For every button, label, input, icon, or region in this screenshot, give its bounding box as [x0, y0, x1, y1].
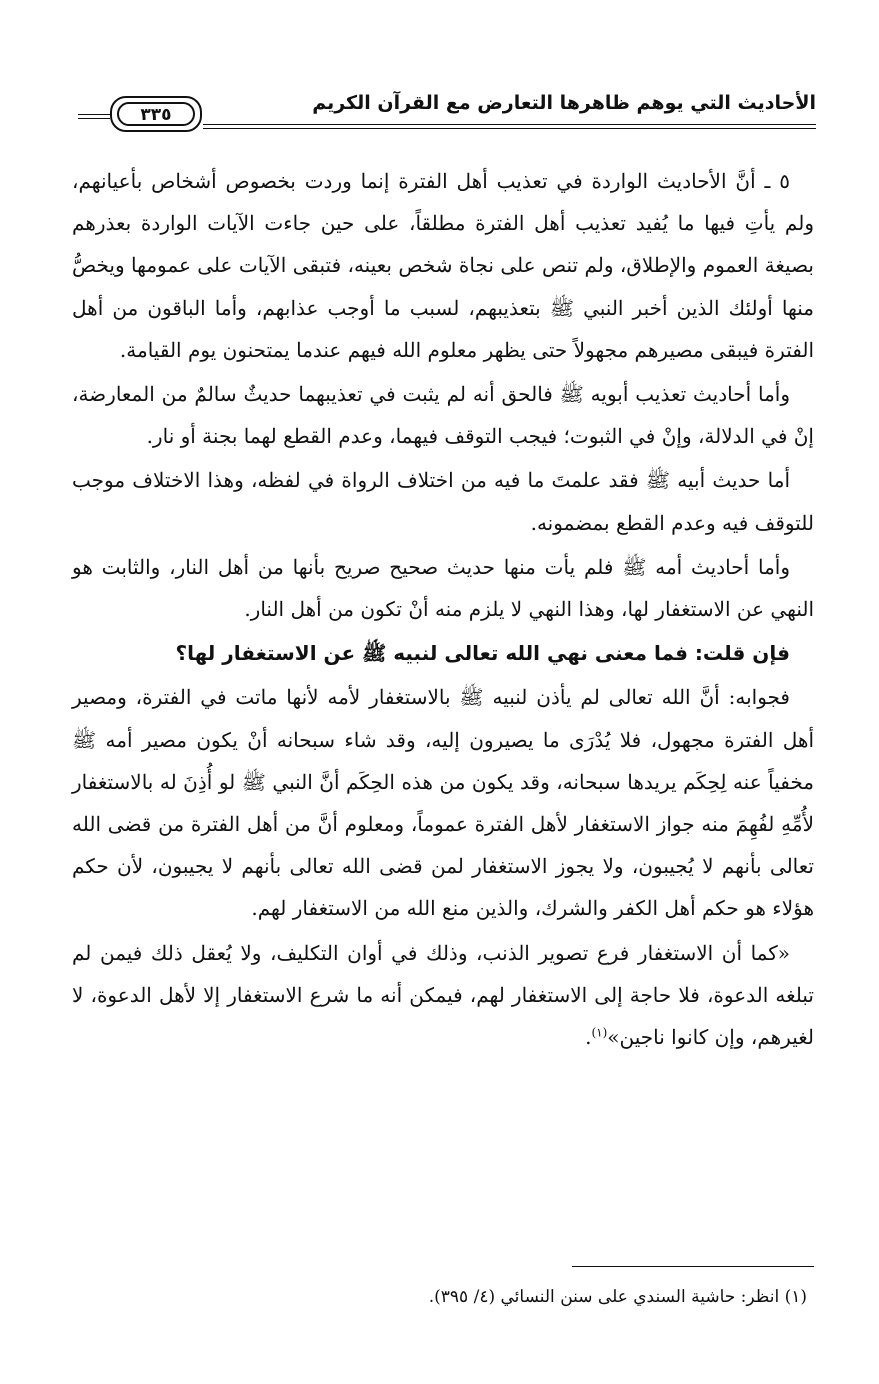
page-number: ٣٣٥ — [117, 102, 195, 126]
body-text — [72, 160, 814, 1060]
paragraph-father-hadith: أما حديث أبيه ﷺ فقد علمتَ ما فيه من اختلاف الرواة في لفظه، وهذا الاختلاف موجب للتوقف فيه وعدم القطع بمضمونه. — [72, 468, 814, 535]
paragraph-point-5: ٥ ـ أنَّ الأحاديث الواردة في تعذيب أهل الفترة إنما وردت بخصوص أشخاص بأعيانهم، ولم يأتِ فيها ما يُفيد تعذيب أهل الفترة مطلقاً، على حين جاءت الآيات الواردة بعذرهم بصيغة العموم والإطلاق، ولم تنص على نجاة شخص بعينه، فتبقى الآيات على عمومها ويخصُّ منها أولئك الذين أخبر النبي ﷺ بتعذيبهم، لسبب ما أوجب عذابهم، وأما الباقون من أهل الفترة فيبقى مصيرهم مجهولاً حتى يظهر معلوم الله فيهم عندما يمتحنون يوم القيامة. — [72, 169, 815, 362]
footnote-text: (١) انظر: حاشية السندي على سنن النسائي (٤/ ٣٩٥). — [428, 1287, 807, 1307]
paragraph-parents-hadith: وأما أحاديث تعذيب أبويه ﷺ فالحق أنه لم يثبت في تعذيبهما حديثٌ سالمٌ من المعارضة، إنْ في الدلالة، وإنْ في الثبوت؛ فيجب التوقف فيهما، وعدم القطع لهما بجنة أو نار. — [72, 382, 814, 449]
footnote-separator — [572, 1266, 814, 1267]
paragraph-mother-hadith: وأما أحاديث أمه ﷺ فلم يأت منها حديث صحيح صريح بأنها من أهل النار، والثابت هو النهي عن الاستغفار لها، وهذا النهي لا يلزم منه أنْ تكون من أهل النار. — [72, 554, 814, 622]
header-double-rule — [203, 124, 816, 129]
quotation-period: . — [585, 1025, 592, 1050]
page-number-frame — [110, 96, 202, 132]
quotation-text: «كما أن الاستغفار فرع تصوير الذنب، وذلك في أوان التكليف، ولا يُعقل ذلك فيمن لم تبلغه الدعوة، فلا حاجة إلى الاستغفار لهم، فيمكن أنه ما شرع الاستغفار إلا لأهل الدعوة، لا لغيرهم، وإن كانوا ناجين» — [72, 940, 814, 1050]
paragraph-quotation — [72, 932, 814, 1059]
paragraph-answer: فجوابه: أنَّ الله تعالى لم يأذن لنبيه ﷺ بالاستغفار لأمه لأنها ماتت في الفترة، ومصير أهل الفترة مجهول، فلا يُدْرَى ما يصيرون إليه، وقد شاء سبحانه أنْ يكون مصير أمه ﷺ مخفياً عنه لِحِكَم يريدها سبحانه، وقد يكون من هذه الحِكَم أنَّ النبي ﷺ لو أُذِنَ له بالاستغفار لأُمِّهِ لفُهِمَ منه جواز الاستغفار لأهل الفترة عموماً، ومعلوم أنَّ من أهل الفترة من قضى الله تعالى بأنهم لا يُجيبون، ولا يجوز الاستغفار لمن قضى الله تعالى بأنهم لا يجيبون، لأن حكم هؤلاء هو حكم أهل الكفر والشرك، والذين منع الله من الاستغفار لهم. — [72, 685, 814, 921]
running-header-title: الأحاديث التي يوهم ظاهرها التعارض مع القرآن الكريم — [312, 92, 816, 114]
paragraph-question: فإن قلت: فما معنى نهي الله تعالى لنبيه ﷺ عن الاستغفار لها؟ — [175, 641, 790, 666]
running-header — [78, 86, 816, 136]
header-double-rule-left — [78, 114, 110, 119]
footnote-reference: (١) — [591, 1025, 608, 1040]
